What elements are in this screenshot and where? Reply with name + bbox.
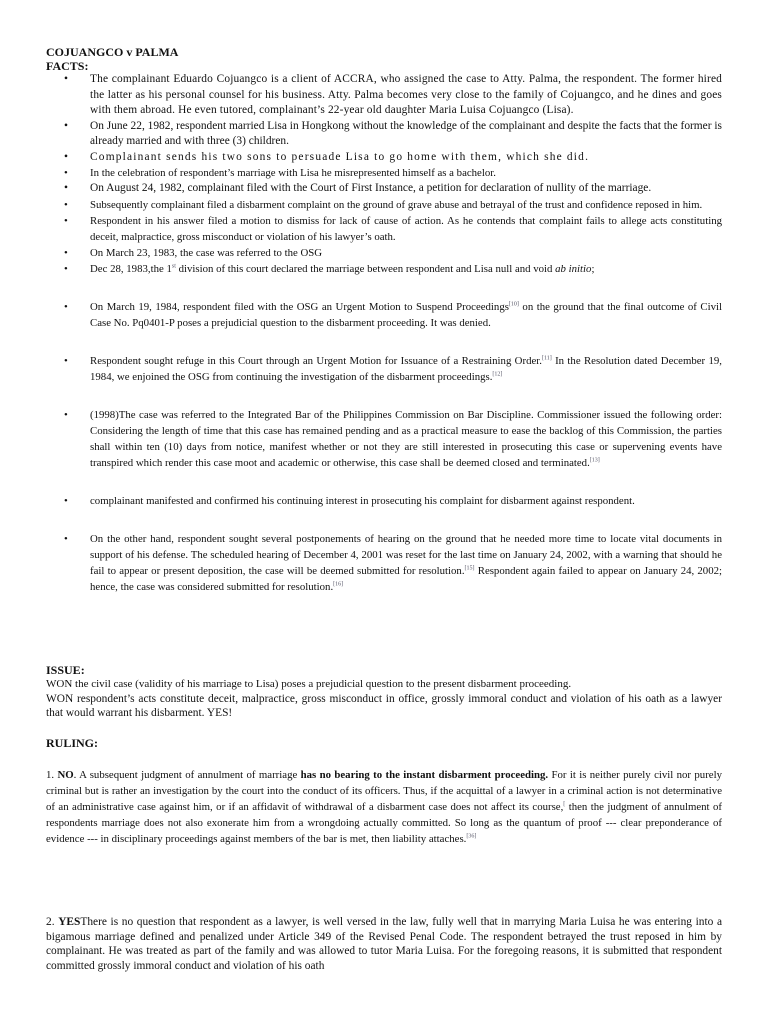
ordinal-superscript: st [171,262,176,269]
footnote-link[interactable]: [ [563,801,566,808]
fact-item: • Subsequently complainant filed a disbarment complaint on the ground of grave abuse and betrayal of the trust and confidence reposed in him. [46,197,722,213]
ruling-paragraph-1 [46,767,722,847]
fact-text: ; [591,262,595,275]
ruling-text: then the judgment of annulment of respondents marriage does not also exonerate him from a wrongdoing actually committed. So long as the quantum of proof --- clear preponderance of evidence --- in disciplinary proceedings against members of the bar is met, then liability attaches. [46,801,722,845]
fact-item [46,299,722,331]
fact-text: On the other hand, respondent sought several postponements of hearing on the ground that he needed more time to locate vital documents in support of his defense. The scheduled hearing of December 4, 2001 was reset for the last time on January 24, 2002, with a warning that should he fail to appear or present deposition, the case will be deemed submitted for resolution. [90,532,722,577]
issue-item: WON respondent’s acts constitute deceit, malpractice, gross misconduct in office, grossly immoral conduct and violation of his oath as a lawyer that would warrant his disbarment. YES! [46,692,722,719]
footnote-link[interactable]: [15] [464,564,475,571]
ruling-number: 1. [46,769,58,781]
issue-section [46,677,722,721]
ruling-text: There is no question that respondent as a lawyer, is well versed in the law, fully well that in marrying Maria Luisa he was entering into a bigamous marriage defined and penalized under Article 349 of the Revised Penal Code. The respondent betrayed the trust reposed in him by complainant. He was treated as part of the family and was allowed to tutor Maria Luisa. For the foregoing reasons, it is submitted that respondent committed grossly immoral conduct and violation of his oath [46,916,723,972]
ruling-answer: YES [58,916,81,928]
fact-item: • Complainant sends his two sons to persuade Lisa to go home with them, which she did. [46,150,722,166]
fact-item: • On June 22, 1982, respondent married Lisa in Hongkong without the knowledge of the complainant and despite the facts that the former is already married and with three (3) children. [46,119,722,150]
issue-item: WON the civil case (validity of his marriage to Lisa) poses a prejudicial question to the present disbarment proceeding. [46,678,572,690]
fact-item: • The complainant Eduardo Cojuangco is a client of ACCRA, who assigned the case to Atty. Palma, the respondent. The former hired the latter as his personal counsel for his business. Atty. Palma becomes very close to the family of Cojuangco, and he dines and goes with them abroad. He even tutored, complainant’s 22-year old daughter Maria Luisa Cojuangco (Lisa). [46,72,722,119]
footnote-link[interactable]: [13] [589,456,600,463]
footnote-link[interactable]: [12] [492,370,503,377]
ruling-heading: RULING: [46,736,99,750]
fact-text: Respondent sought refuge in this Court through an Urgent Motion for Issuance of a Restraining Order. [90,354,542,367]
footnote-link[interactable]: [36] [466,833,477,840]
ruling-text: . A subsequent judgment of annulment of marriage [73,769,301,781]
fact-text: division of this court declared the marriage between respondent and Lisa null and void [175,262,556,275]
fact-text: Dec 28, 1983,the 1 [90,262,172,275]
facts-list [46,72,722,595]
case-title: COJUANGCO v PALMA [46,45,179,59]
fact-item: • Respondent in his answer filed a motion to dismiss for lack of cause of action. As he contends that complaint fails to allege acts constituting deceit, malpractice, gross misconduct or violation of his lawyer’s oath. [46,213,722,245]
fact-text: (1998)The case was referred to the Integrated Bar of the Philippines Commission on Bar Discipline. Commissioner issued the following order: Considering the length of time that this case has remained pending and as a practical measure to ease the backlog of this Commission, the parties shall within ten (10) days from notice, manifest whether or not they are still interested in prosecuting this case or supervening events have transpired which render this case moot and academic or otherwise, this case shall be deemed closed and terminated. [90,408,722,469]
fact-text: Respondent again failed to appear on January 24, 2002; hence, the case was considered submitted for resolution. [90,564,722,593]
fact-item [46,531,722,595]
fact-item [46,353,722,385]
ruling-answer: NO [57,769,74,781]
ruling-paragraph-2 [46,915,722,973]
latin-term: ab initio [555,262,592,275]
ruling-number: 2. [46,916,59,928]
issue-heading: ISSUE: [46,663,85,677]
fact-text: On March 19, 1984, respondent filed with the OSG an Urgent Motion to Suspend Proceedings [90,300,509,313]
fact-text: In the Resolution dated December 19, 1984, we enjoined the OSG from continuing the investigation of the disbarment proceedings. [90,354,722,383]
fact-item: • On August 24, 1982, complainant filed with the Court of First Instance, a petition for declaration of nullity of the marriage. [46,181,722,197]
facts-heading: FACTS: [46,59,89,73]
fact-item: • On March 23, 1983, the case was referred to the OSG [46,245,722,261]
footnote-link[interactable]: [10] [508,300,519,307]
fact-item [46,407,722,471]
fact-item: • complainant manifested and confirmed his continuing interest in prosecuting his complaint for disbarment against respondent. [46,493,722,509]
footnote-link[interactable]: [16] [333,580,344,587]
fact-item [46,261,722,277]
footnote-link[interactable]: [11] [541,354,552,361]
ruling-emphasis: has no bearing to the instant disbarment proceeding. [300,769,549,781]
fact-text: on the ground that the final outcome of Civil Case No. Pq0401-P poses a prejudicial question to the disbarment proceeding. It was denied. [90,300,722,329]
ruling-text: For it is neither purely civil nor purely criminal but is rather an investigation by the court into the conduct of its officers. Thus, if the acquittal of a lawyer in a criminal action is not determinative of an administrative case against him, or if an affidavit of withdrawal of a disbarment case does not affect its course, [46,769,722,813]
fact-item: • In the celebration of respondent’s marriage with Lisa he misrepresented himself as a bachelor. [46,165,722,181]
